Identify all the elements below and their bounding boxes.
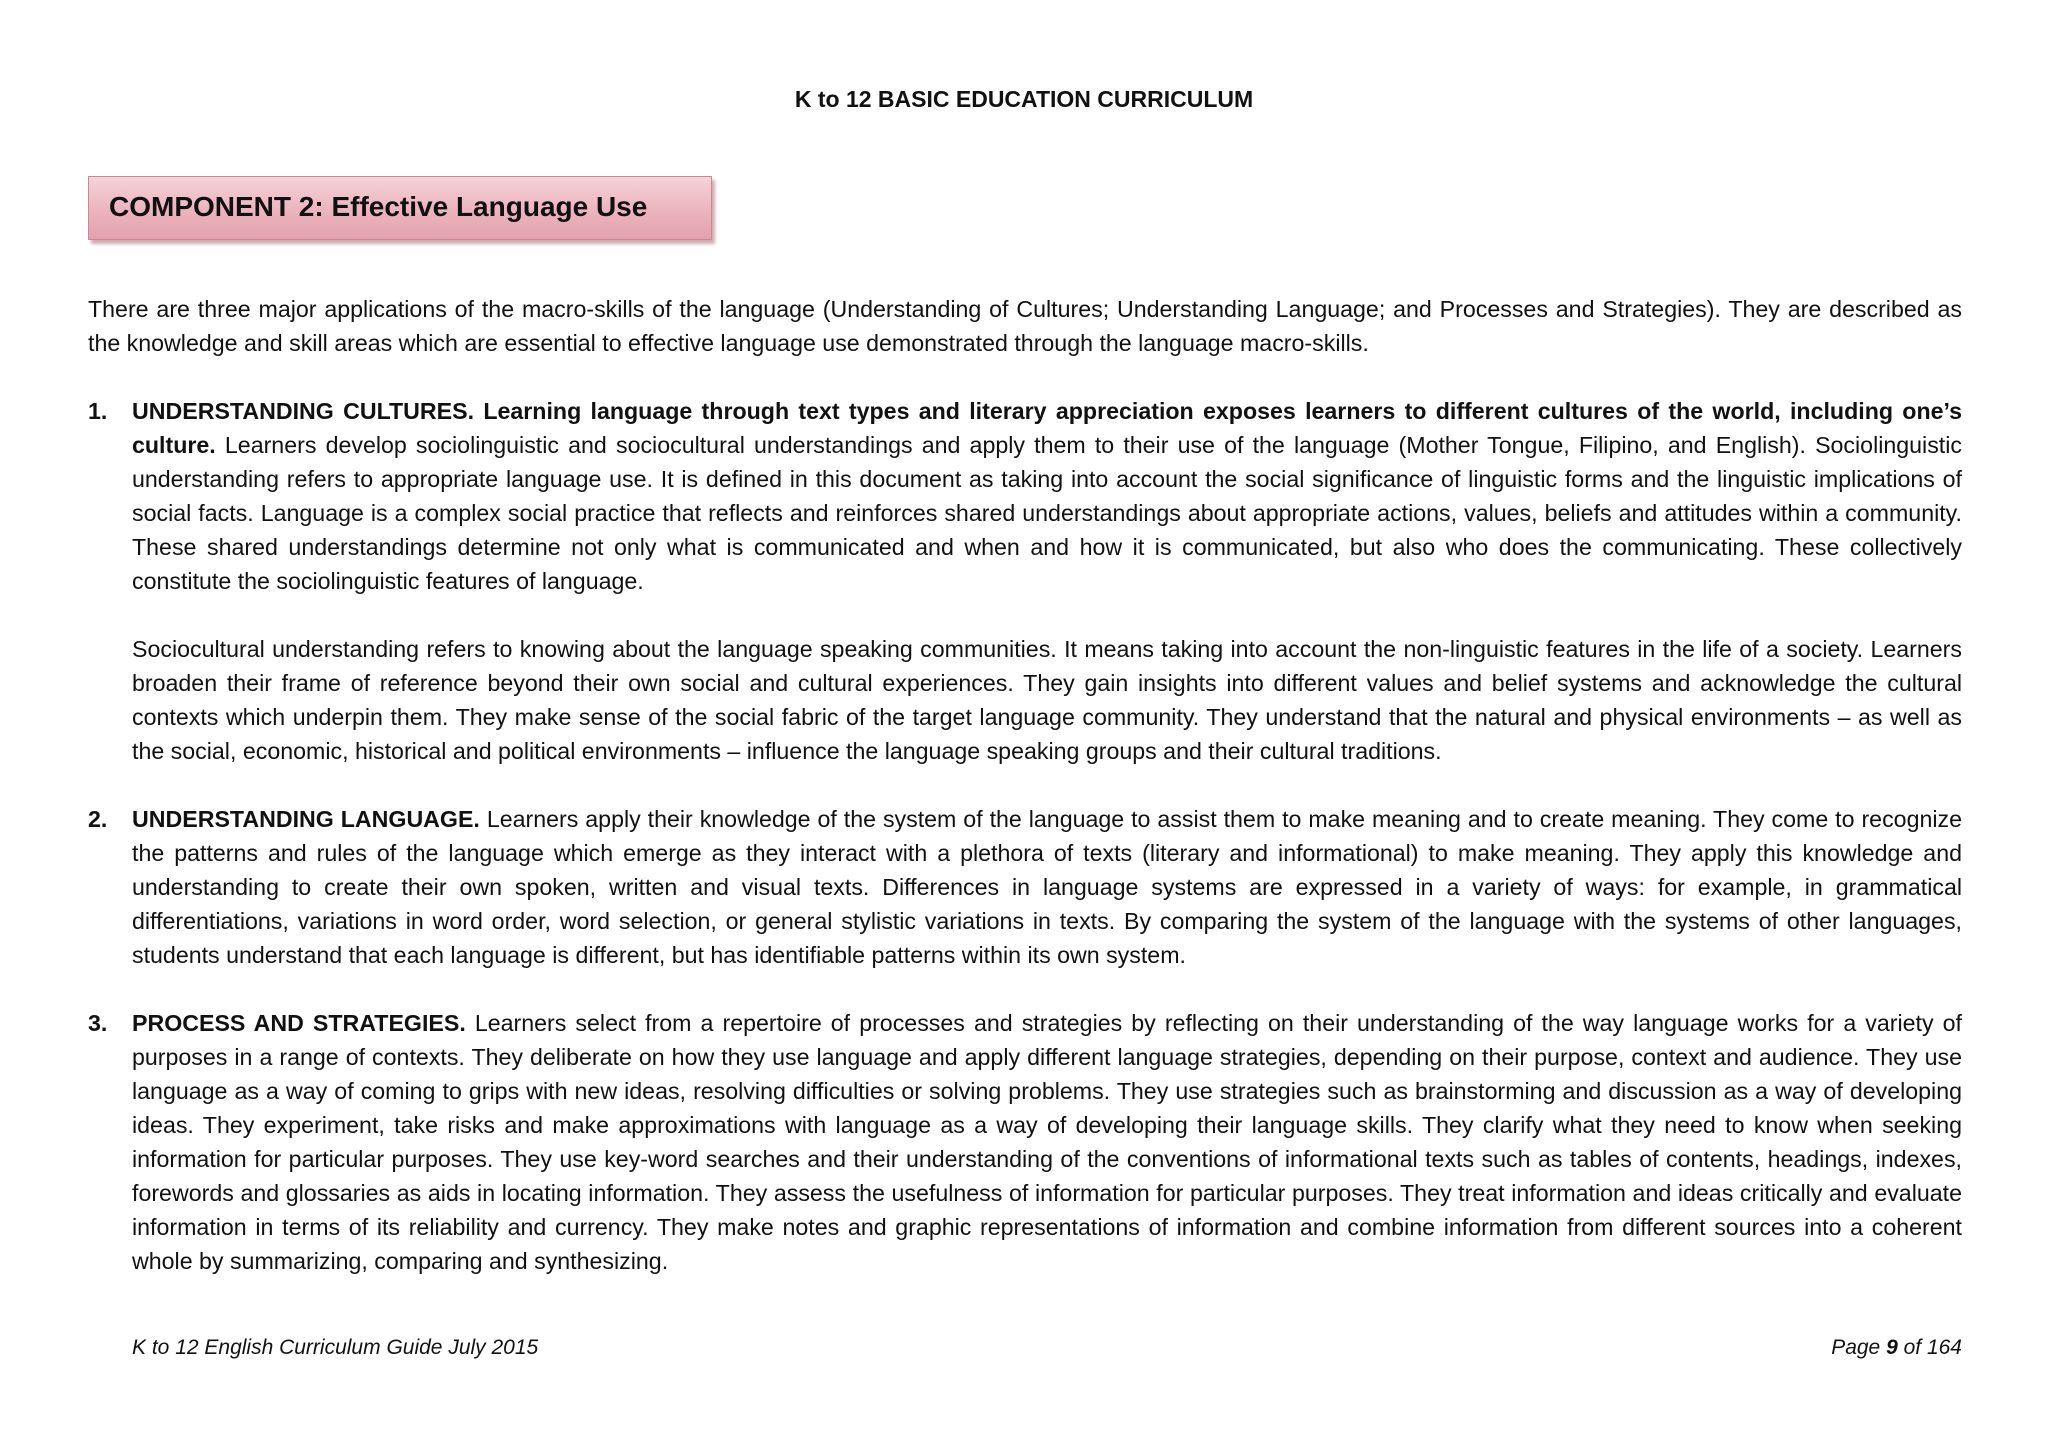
main-content: [88, 292, 1962, 1278]
component-heading-box: [88, 176, 712, 240]
list-item-number: 2.: [88, 806, 108, 832]
list-item-text: Learners develop sociolinguistic and sociocultural understandings and apply them to their use of the language (Mother Tongue, Filipino, and English). Sociolinguistic understanding refers to appropriate language use. It is defined in this document as taking into account the social significance of linguistic forms and the linguistic implications of social facts. Language is a complex social practice that reflects and reinforces shared understandings about appropriate actions, values, beliefs and attitudes within a community. These shared understandings determine not only what is communicated and when and how it is communicated, but also who does the communicating. These collectively constitute the sociolinguistic features of language.: [132, 432, 1962, 594]
intro-paragraph: There are three major applications of the macro-skills of the language (Understanding of Cultures; Understanding Language; and Processes and Strategies). They are described as the knowledge and skill areas which are essential to effective language use demonstrated through the language macro-skills.: [88, 296, 1962, 356]
component-title: COMPONENT 2: Effective Language Use: [109, 191, 648, 222]
page-number: 9: [1886, 1336, 1898, 1359]
list-item-body: [132, 1006, 1962, 1278]
page-footer: [132, 1336, 1962, 1360]
list-item-lead: UNDERSTANDING CULTURES. Learning language through text types and literary appreciation exposes learners to different cultures of the world, including one’s culture.: [132, 398, 1962, 458]
list-item-number: 1.: [88, 398, 108, 424]
sociocultural-paragraph: Sociocultural understanding refers to knowing about the language speaking communities. It means taking into account the non-linguistic features in the life of a society. Learners broaden their frame of reference beyond their own social and cultural experiences. They gain insights into different values and belief systems and acknowledge the cultural contexts which underpin them. They make sense of the social fabric of the target language community. They understand that the natural and physical environments – as well as the social, economic, historical and political environments – influence the language speaking groups and their cultural traditions.: [132, 636, 1962, 764]
footer-page-indicator: [1831, 1336, 1962, 1360]
list-item-number: 3.: [88, 1010, 108, 1036]
page-suffix: of 164: [1897, 1336, 1962, 1359]
list-item-process-and-strategies: [88, 1006, 1962, 1278]
footer-guide-title: K to 12 English Curriculum Guide July 2015: [132, 1336, 539, 1359]
list-item-lead: UNDERSTANDING LANGUAGE.: [132, 806, 480, 832]
list-item-understanding-language: [88, 802, 1962, 972]
page-prefix: Page: [1831, 1336, 1887, 1359]
list-item-understanding-cultures: [88, 394, 1962, 598]
list-item-text: Learners select from a repertoire of processes and strategies by reflecting on their understanding of the way language works for a variety of purposes in a range of contexts. They deliberate on how they use language and apply different language strategies, depending on their purpose, context and audience. They use language as a way of coming to grips with new ideas, resolving difficulties or solving problems. They use strategies such as brainstorming and discussion as a way of developing ideas. They experiment, take risks and make approximations with language as a way of developing their language skills. They clarify what they need to know when seeking information for particular purposes. They use key-word searches and their understanding of the conventions of informational texts such as tables of contents, headings, indexes, forewords and glossaries as aids in locating information. They assess the usefulness of information for particular purposes. They treat information and ideas critically and evaluate information in terms of its reliability and currency. They make notes and graphic representations of information and combine information from different sources into a coherent whole by summarizing, comparing and synthesizing.: [132, 1010, 1962, 1274]
list-item-text: Learners apply their knowledge of the system of the language to assist them to make meaning and to create meaning. They come to recognize the patterns and rules of the language which emerge as they interact with a plethora of texts (literary and informational) to make meaning. They apply this knowledge and understanding to create their own spoken, written and visual texts. Differences in language systems are expressed in a variety of ways: for example, in grammatical differentiations, variations in word order, word selection, or general stylistic variations in texts. By comparing the system of the language with the systems of other languages, students understand that each language is different, but has identifiable patterns within its own system.: [132, 806, 1962, 968]
list-item-lead: PROCESS AND STRATEGIES.: [132, 1010, 466, 1036]
list-item-body: [132, 394, 1962, 598]
document-header-title: K to 12 BASIC EDUCATION CURRICULUM: [794, 86, 1254, 112]
list-item-body: [132, 802, 1962, 972]
